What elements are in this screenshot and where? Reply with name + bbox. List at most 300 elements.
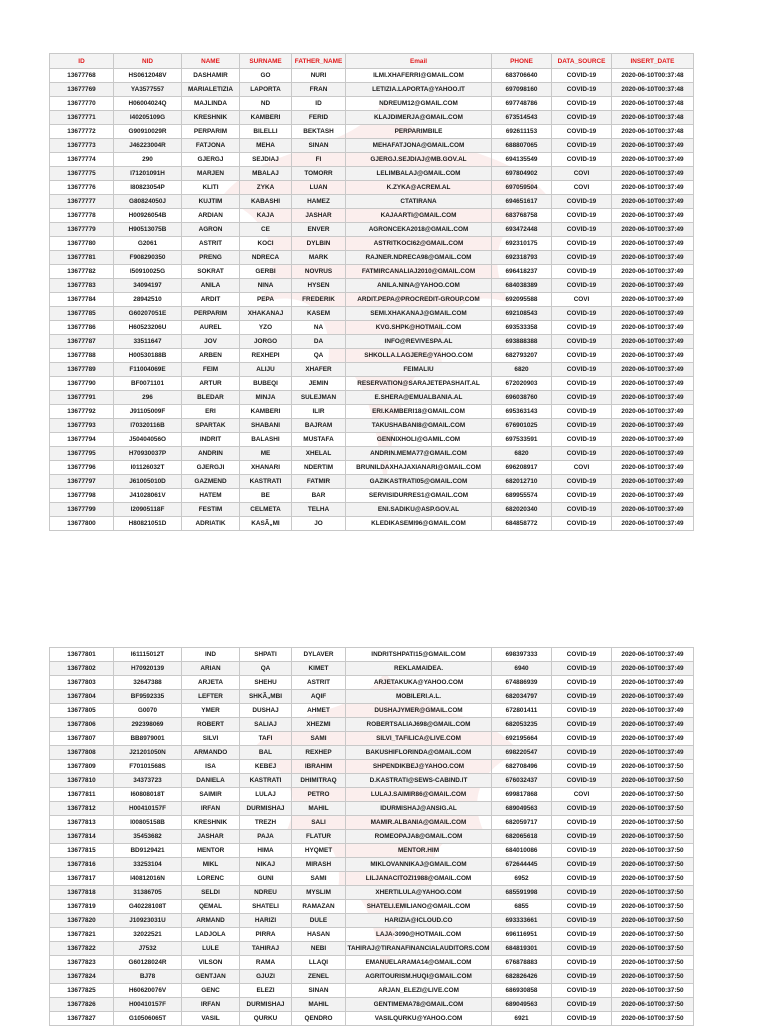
cell-nid: J61005010D <box>114 475 182 489</box>
cell-email: LELIMBALAJ@GMAIL.COM <box>346 167 492 181</box>
cell-surname: KASÃ„MI <box>240 517 292 531</box>
cell-name: LORENC <box>182 872 240 886</box>
cell-phone: 696116951 <box>492 928 552 942</box>
cell-father-name: SINAN <box>292 139 346 153</box>
cell-insert-date: 2020-06-10T00:37:49 <box>612 690 694 704</box>
table-row <box>50 830 694 844</box>
cell-email: KVG.SHPK@HOTMAIL.COM <box>346 321 492 335</box>
cell-phone: 674886939 <box>492 676 552 690</box>
cell-nid: H90513075B <box>114 223 182 237</box>
cell-insert-date: 2020-06-10T00:37:49 <box>612 648 694 662</box>
cell-phone: 689049563 <box>492 998 552 1012</box>
cell-insert-date: 2020-06-10T00:37:49 <box>612 349 694 363</box>
cell-surname: NDREU <box>240 886 292 900</box>
cell-email: GENNIXHOLI@GAMIL.COM <box>346 433 492 447</box>
cell-id: 13677818 <box>50 886 114 900</box>
cell-insert-date: 2020-06-10T00:37:49 <box>612 167 694 181</box>
cell-phone: 683768758 <box>492 209 552 223</box>
table-row <box>50 956 694 970</box>
cell-id: 13677816 <box>50 858 114 872</box>
cell-nid: 33253104 <box>114 858 182 872</box>
cell-name: MIKL <box>182 858 240 872</box>
cell-nid: H70930037P <box>114 447 182 461</box>
cell-surname: DURMISHAJ <box>240 998 292 1012</box>
cell-name: IRFAN <box>182 802 240 816</box>
cell-data-source: COVID-19 <box>552 335 612 349</box>
cell-father-name: KASEM <box>292 307 346 321</box>
cell-email: SERVISIDURRES1@GMAIL.COM <box>346 489 492 503</box>
cell-name: JOV <box>182 335 240 349</box>
cell-nid: I60808018T <box>114 788 182 802</box>
cell-father-name: AQIF <box>292 690 346 704</box>
cell-name: ADRIATIK <box>182 517 240 531</box>
cell-nid: 292398069 <box>114 718 182 732</box>
cell-name: MAJLINDA <box>182 97 240 111</box>
cell-insert-date: 2020-06-10T00:37:49 <box>612 195 694 209</box>
cell-nid: F908290350 <box>114 251 182 265</box>
cell-phone: 672020903 <box>492 377 552 391</box>
cell-id: 13677786 <box>50 321 114 335</box>
cell-data-source: COVID-19 <box>552 914 612 928</box>
cell-father-name: DULE <box>292 914 346 928</box>
table-body <box>50 648 694 1026</box>
cell-id: 13677788 <box>50 349 114 363</box>
cell-name: VASIL <box>182 1012 240 1026</box>
cell-phone: 694135549 <box>492 153 552 167</box>
cell-phone: 6820 <box>492 363 552 377</box>
cell-id: 13677808 <box>50 746 114 760</box>
cell-data-source: COVID-19 <box>552 139 612 153</box>
cell-nid: I80823054P <box>114 181 182 195</box>
cell-surname: MBALAJ <box>240 167 292 181</box>
cell-name: PRENG <box>182 251 240 265</box>
table-row <box>50 984 694 998</box>
cell-surname: GO <box>240 69 292 83</box>
cell-data-source: COVID-19 <box>552 125 612 139</box>
cell-surname: SALIAJ <box>240 718 292 732</box>
cell-surname: KAMBERI <box>240 405 292 419</box>
records-table-1 <box>49 53 694 531</box>
cell-id: 13677803 <box>50 676 114 690</box>
table-row <box>50 802 694 816</box>
cell-email: INFO@REVIVESPA.AL <box>346 335 492 349</box>
cell-father-name: ILIR <box>292 405 346 419</box>
table-row <box>50 690 694 704</box>
cell-data-source: COVID-19 <box>552 83 612 97</box>
cell-father-name: DHIMITRAQ <box>292 774 346 788</box>
cell-father-name: XHELAL <box>292 447 346 461</box>
cell-id: 13677791 <box>50 391 114 405</box>
cell-surname: BUBEQI <box>240 377 292 391</box>
cell-nid: J21201050N <box>114 746 182 760</box>
cell-email: FEIMALIU <box>346 363 492 377</box>
table-row <box>50 858 694 872</box>
cell-name: ASTRIT <box>182 237 240 251</box>
cell-insert-date: 2020-06-10T00:37:49 <box>612 237 694 251</box>
cell-data-source: COVID-19 <box>552 307 612 321</box>
cell-id: 13677824 <box>50 970 114 984</box>
table-row <box>50 377 694 391</box>
cell-nid: 34094197 <box>114 279 182 293</box>
cell-data-source: COVID-19 <box>552 704 612 718</box>
cell-id: 13677773 <box>50 139 114 153</box>
cell-surname: QA <box>240 662 292 676</box>
cell-insert-date: 2020-06-10T00:37:50 <box>612 774 694 788</box>
cell-name: ARDIAN <box>182 209 240 223</box>
cell-nid: H80821051D <box>114 517 182 531</box>
cell-insert-date: 2020-06-10T00:37:49 <box>612 433 694 447</box>
cell-data-source: COVID-19 <box>552 223 612 237</box>
cell-nid: I71201091H <box>114 167 182 181</box>
cell-data-source: COVID-19 <box>552 718 612 732</box>
cell-father-name: HYQMET <box>292 844 346 858</box>
table-row <box>50 1012 694 1026</box>
cell-name: SAIMIR <box>182 788 240 802</box>
cell-surname: LAPORTA <box>240 83 292 97</box>
cell-phone: 682826426 <box>492 970 552 984</box>
cell-father-name: SINAN <box>292 984 346 998</box>
cell-phone: 6940 <box>492 662 552 676</box>
cell-data-source: COVID-19 <box>552 984 612 998</box>
table-row <box>50 447 694 461</box>
cell-data-source: COVID-19 <box>552 648 612 662</box>
cell-data-source: COVID-19 <box>552 447 612 461</box>
cell-nid: G60207051E <box>114 307 182 321</box>
cell-surname: CE <box>240 223 292 237</box>
cell-nid: 32022521 <box>114 928 182 942</box>
column-header-insert-date: INSERT_DATE <box>612 54 694 69</box>
cell-surname: DUSHAJ <box>240 704 292 718</box>
cell-nid: 35453682 <box>114 830 182 844</box>
cell-nid: 28942510 <box>114 293 182 307</box>
cell-data-source: COVID-19 <box>552 746 612 760</box>
cell-id: 13677780 <box>50 237 114 251</box>
cell-surname: SHPATI <box>240 648 292 662</box>
cell-father-name: SAMI <box>292 732 346 746</box>
cell-father-name: JO <box>292 517 346 531</box>
cell-data-source: COVID-19 <box>552 433 612 447</box>
cell-id: 13677820 <box>50 914 114 928</box>
cell-id: 13677802 <box>50 662 114 676</box>
cell-email: ROBERTSALIAJ698@GMAIL.COM <box>346 718 492 732</box>
cell-surname: PIRRA <box>240 928 292 942</box>
cell-nid: I00805158B <box>114 816 182 830</box>
cell-father-name: FATMIR <box>292 475 346 489</box>
cell-nid: I20905118F <box>114 503 182 517</box>
cell-nid: H60620076V <box>114 984 182 998</box>
cell-name: GENTJAN <box>182 970 240 984</box>
column-header-surname: SURNAME <box>240 54 292 69</box>
cell-father-name: TELHA <box>292 503 346 517</box>
cell-insert-date: 2020-06-10T00:37:50 <box>612 802 694 816</box>
cell-father-name: QA <box>292 349 346 363</box>
cell-surname: MINJA <box>240 391 292 405</box>
cell-email: REKLAMAIDEA. <box>346 662 492 676</box>
cell-insert-date: 2020-06-10T00:37:49 <box>612 419 694 433</box>
cell-nid: J7532 <box>114 942 182 956</box>
cell-phone: 676901025 <box>492 419 552 433</box>
cell-surname: KAMBERI <box>240 111 292 125</box>
cell-email: GENTIMEMA78@GMAIL.COM <box>346 998 492 1012</box>
cell-nid: G40228108T <box>114 900 182 914</box>
cell-nid: BF0071101 <box>114 377 182 391</box>
cell-email: MIKLOVANNIKAJ@GMAIL.COM <box>346 858 492 872</box>
cell-email: ILMI.XHAFERRI@GMAIL.COM <box>346 69 492 83</box>
cell-id: 13677813 <box>50 816 114 830</box>
cell-email: ANILA.NINA@YAHOO.COM <box>346 279 492 293</box>
cell-data-source: COVI <box>552 788 612 802</box>
table-row <box>50 662 694 676</box>
cell-phone: 698220547 <box>492 746 552 760</box>
cell-phone: 682065618 <box>492 830 552 844</box>
records-table-2 <box>49 647 694 1026</box>
cell-id: 13677805 <box>50 704 114 718</box>
cell-email: SHPENDIKBEJ@YAHOO.COM <box>346 760 492 774</box>
cell-father-name: ID <box>292 97 346 111</box>
cell-insert-date: 2020-06-10T00:37:49 <box>612 704 694 718</box>
cell-surname: ELEZI <box>240 984 292 998</box>
cell-phone: 676032437 <box>492 774 552 788</box>
cell-nid: J10923031U <box>114 914 182 928</box>
cell-surname: PAJA <box>240 830 292 844</box>
cell-surname: KAJA <box>240 209 292 223</box>
cell-insert-date: 2020-06-10T00:37:49 <box>612 209 694 223</box>
cell-phone: 699817868 <box>492 788 552 802</box>
cell-insert-date: 2020-06-10T00:37:50 <box>612 788 694 802</box>
cell-surname: ZYKA <box>240 181 292 195</box>
table-row <box>50 900 694 914</box>
cell-data-source: COVID-19 <box>552 419 612 433</box>
table-row <box>50 503 694 517</box>
cell-insert-date: 2020-06-10T00:37:49 <box>612 732 694 746</box>
cell-data-source: COVID-19 <box>552 279 612 293</box>
cell-surname: KASTRATI <box>240 475 292 489</box>
cell-insert-date: 2020-06-10T00:37:50 <box>612 998 694 1012</box>
cell-email: KLEDIKASEMI96@GMAIL.COM <box>346 517 492 531</box>
cell-father-name: FERID <box>292 111 346 125</box>
cell-data-source: COVI <box>552 181 612 195</box>
cell-surname: BE <box>240 489 292 503</box>
cell-nid: J50404056O <box>114 433 182 447</box>
cell-email: FATMIRCANALIAJ2010@GMAIL.COM <box>346 265 492 279</box>
cell-email: ROMEOPAJA8@GMAIL.COM <box>346 830 492 844</box>
cell-phone: 682053235 <box>492 718 552 732</box>
cell-surname: BAL <box>240 746 292 760</box>
cell-surname: NINA <box>240 279 292 293</box>
cell-nid: H00410157F <box>114 802 182 816</box>
cell-surname: GUNI <box>240 872 292 886</box>
cell-email: BRUNILDAXHAJAXIANARI@GMAIL.COM <box>346 461 492 475</box>
cell-data-source: COVID-19 <box>552 942 612 956</box>
cell-name: JASHAR <box>182 830 240 844</box>
cell-phone: 682708496 <box>492 760 552 774</box>
cell-data-source: COVID-19 <box>552 111 612 125</box>
cell-father-name: SAMI <box>292 872 346 886</box>
cell-phone: 685591998 <box>492 886 552 900</box>
cell-insert-date: 2020-06-10T00:37:49 <box>612 181 694 195</box>
cell-id: 13677800 <box>50 517 114 531</box>
table-row <box>50 293 694 307</box>
cell-data-source: COVID-19 <box>552 489 612 503</box>
cell-name: LULE <box>182 942 240 956</box>
cell-nid: 32647388 <box>114 676 182 690</box>
cell-id: 13677806 <box>50 718 114 732</box>
cell-name: DASHAMIR <box>182 69 240 83</box>
column-header-data-source: DATA_SOURCE <box>552 54 612 69</box>
cell-nid: 34373723 <box>114 774 182 788</box>
cell-insert-date: 2020-06-10T00:37:48 <box>612 125 694 139</box>
cell-data-source: COVID-19 <box>552 69 612 83</box>
cell-phone: 689049563 <box>492 802 552 816</box>
cell-id: 13677782 <box>50 265 114 279</box>
cell-name: ISA <box>182 760 240 774</box>
cell-email: MOBILERI.A.L. <box>346 690 492 704</box>
cell-phone: 692318793 <box>492 251 552 265</box>
cell-phone: 682793207 <box>492 349 552 363</box>
cell-insert-date: 2020-06-10T00:37:50 <box>612 872 694 886</box>
cell-surname: DURMISHAJ <box>240 802 292 816</box>
cell-name: LADJOLA <box>182 928 240 942</box>
cell-insert-date: 2020-06-10T00:37:49 <box>612 517 694 531</box>
cell-father-name: MIRASH <box>292 858 346 872</box>
cell-insert-date: 2020-06-10T00:37:49 <box>612 746 694 760</box>
cell-father-name: DYLBIN <box>292 237 346 251</box>
table-body <box>50 69 694 531</box>
cell-email: BAKUSHIFLORINDA@GMAIL.COM <box>346 746 492 760</box>
cell-email: PERPARIMBILE <box>346 125 492 139</box>
cell-data-source: COVID-19 <box>552 391 612 405</box>
cell-id: 13677775 <box>50 167 114 181</box>
cell-surname: ME <box>240 447 292 461</box>
cell-data-source: COVID-19 <box>552 998 612 1012</box>
table-row <box>50 872 694 886</box>
cell-insert-date: 2020-06-10T00:37:49 <box>612 293 694 307</box>
table-row <box>50 195 694 209</box>
cell-phone: 693888388 <box>492 335 552 349</box>
cell-father-name: DYLAVER <box>292 648 346 662</box>
cell-surname: REXHEPI <box>240 349 292 363</box>
cell-insert-date: 2020-06-10T00:37:49 <box>612 223 694 237</box>
cell-phone: 692108543 <box>492 307 552 321</box>
cell-email: CTATIRANA <box>346 195 492 209</box>
cell-data-source: COVID-19 <box>552 363 612 377</box>
cell-name: ARIAN <box>182 662 240 676</box>
cell-nid: 31386705 <box>114 886 182 900</box>
cell-father-name: ASTRIT <box>292 676 346 690</box>
cell-id: 13677768 <box>50 69 114 83</box>
cell-id: 13677774 <box>50 153 114 167</box>
cell-id: 13677798 <box>50 489 114 503</box>
cell-id: 13677796 <box>50 461 114 475</box>
cell-father-name: BAR <box>292 489 346 503</box>
cell-nid: J91105009F <box>114 405 182 419</box>
cell-surname: GERBI <box>240 265 292 279</box>
cell-phone: 672801411 <box>492 704 552 718</box>
cell-email: LILJANACITOZI1988@GMAIL.COM <box>346 872 492 886</box>
cell-insert-date: 2020-06-10T00:37:50 <box>612 760 694 774</box>
cell-insert-date: 2020-06-10T00:37:50 <box>612 928 694 942</box>
cell-data-source: COVID-19 <box>552 886 612 900</box>
cell-phone: 684010086 <box>492 844 552 858</box>
cell-father-name: FI <box>292 153 346 167</box>
table-row <box>50 998 694 1012</box>
cell-email: ANDRIN.MEMA77@GMAIL.COM <box>346 447 492 461</box>
cell-nid: F70101568S <box>114 760 182 774</box>
cell-id: 13677826 <box>50 998 114 1012</box>
table-row <box>50 307 694 321</box>
cell-nid: BB8979001 <box>114 732 182 746</box>
cell-name: SELDI <box>182 886 240 900</box>
cell-nid: G60128024R <box>114 956 182 970</box>
cell-father-name: REXHEP <box>292 746 346 760</box>
cell-id: 13677771 <box>50 111 114 125</box>
cell-insert-date: 2020-06-10T00:37:50 <box>612 970 694 984</box>
cell-insert-date: 2020-06-10T00:37:50 <box>612 956 694 970</box>
cell-phone: 6820 <box>492 447 552 461</box>
cell-name: MARIALETIZIA <box>182 83 240 97</box>
cell-insert-date: 2020-06-10T00:37:48 <box>612 83 694 97</box>
cell-father-name: HASAN <box>292 928 346 942</box>
cell-name: ARDIT <box>182 293 240 307</box>
cell-insert-date: 2020-06-10T00:37:49 <box>612 489 694 503</box>
cell-father-name: XHEZMI <box>292 718 346 732</box>
cell-insert-date: 2020-06-10T00:37:50 <box>612 942 694 956</box>
column-header-phone: PHONE <box>492 54 552 69</box>
cell-email: AGRONCEKA2018@GMAIL.COM <box>346 223 492 237</box>
cell-phone: 684038389 <box>492 279 552 293</box>
cell-surname: GJUZI <box>240 970 292 984</box>
cell-surname: ALIJU <box>240 363 292 377</box>
table-row <box>50 153 694 167</box>
cell-id: 13677787 <box>50 335 114 349</box>
cell-insert-date: 2020-06-10T00:37:49 <box>612 461 694 475</box>
table-row <box>50 461 694 475</box>
cell-nid: H00530188B <box>114 349 182 363</box>
cell-insert-date: 2020-06-10T00:37:49 <box>612 321 694 335</box>
table-row <box>50 774 694 788</box>
cell-data-source: COVID-19 <box>552 774 612 788</box>
cell-name: GAZMEND <box>182 475 240 489</box>
table-row <box>50 209 694 223</box>
cell-name: AUREL <box>182 321 240 335</box>
cell-surname: LULAJ <box>240 788 292 802</box>
cell-email: NDREUM12@GMAIL.COM <box>346 97 492 111</box>
cell-surname: TAFI <box>240 732 292 746</box>
cell-phone: 686930858 <box>492 984 552 998</box>
cell-data-source: COVI <box>552 461 612 475</box>
cell-id: 13677777 <box>50 195 114 209</box>
cell-phone: 694651617 <box>492 195 552 209</box>
table-row <box>50 349 694 363</box>
table-row <box>50 928 694 942</box>
cell-insert-date: 2020-06-10T00:37:50 <box>612 984 694 998</box>
cell-father-name: IBRAHIM <box>292 760 346 774</box>
cell-name: MARJEN <box>182 167 240 181</box>
cell-surname: SHATELI <box>240 900 292 914</box>
cell-email: LETIZIA.LAPORTA@YAHOO.IT <box>346 83 492 97</box>
cell-insert-date: 2020-06-10T00:37:49 <box>612 153 694 167</box>
cell-father-name: ZENEL <box>292 970 346 984</box>
cell-id: 13677823 <box>50 956 114 970</box>
cell-id: 13677789 <box>50 363 114 377</box>
cell-data-source: COVID-19 <box>552 237 612 251</box>
cell-email: SHKOLLA.LAGJERE@YAHOO.COM <box>346 349 492 363</box>
cell-email: E.SHERA@EMUALBANIA.AL <box>346 391 492 405</box>
cell-id: 13677827 <box>50 1012 114 1026</box>
cell-surname: HIMA <box>240 844 292 858</box>
cell-surname: TREZH <box>240 816 292 830</box>
table-header-row <box>50 54 694 69</box>
